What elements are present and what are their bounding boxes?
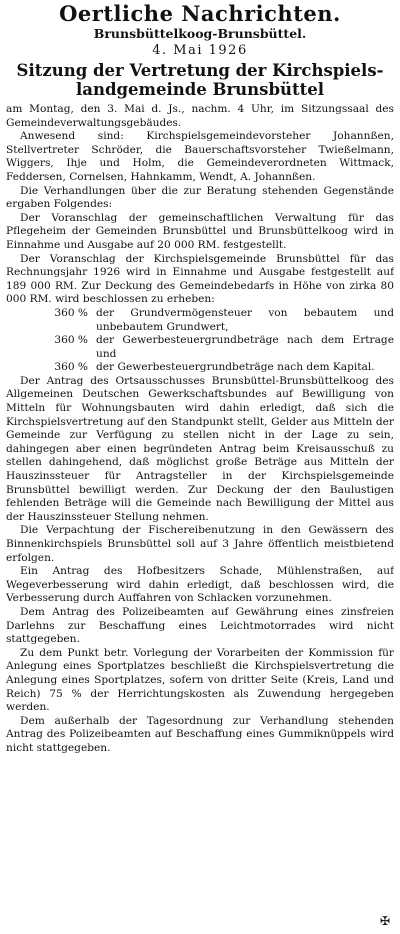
tax-rate-value: 360 % <box>54 306 88 319</box>
tax-rate-description: der Gewerbesteuergrundbeträge nach dem Kapital. <box>96 361 375 374</box>
article-paragraph: Ein Antrag des Hofbesitzers Schade, Mühlenstraßen, auf Wegeverbesserung wird dahin erledigt, daß beschlossen wird, die Verbesserung durch Auffahren von Schlacken vorzunehmen. <box>6 565 394 605</box>
article-paragraph: Der Voranschlag der gemeinschaftlichen Verwaltung für das Pflegeheim der Gemeinden Brunsbüttel und Brunsbüttelkoog wird in Einnahme und Ausgabe auf 20 000 RM. festgestellt. <box>6 211 394 251</box>
article-paragraph: Zu dem Punkt betr. Vorlegung der Vorarbeiten der Kommission für Anlegung eines Sportplatzes beschließt die Kirchspielsvertretung die Anlegung eines Sportplatzes, sofern von dritter Seite (Kreis, Land und Reich) 75 % der Herrichtungskosten als Zuwendung hergegeben werden. <box>6 646 394 714</box>
tax-rate-value: 360 % <box>54 361 88 374</box>
article-paragraph: am Montag, den 3. Mai d. Js., nachm. 4 Uhr, im Sitzungssaal des Gemeindeverwaltungsgebäudes. <box>6 103 394 129</box>
tax-rate-description: der Grundvermögensteuer von bebautem und unbebautem Grundwert, <box>96 306 394 333</box>
article-paragraph: Der Voranschlag der Kirchspielsgemeinde Brunsbüttel für das Rechnungsjahr 1926 wird in Einnahme und Ausgabe festgestellt auf 189 000 RM. Zur Deckung des Gemeindebedarfs in Höhe von zirka 80 000 RM. wird beschlossen zu erheben: <box>6 252 394 306</box>
article-paragraph: Der Antrag des Ortsausschusses Brunsbüttel-Brunsbüttelkoog des Allgemeinen Deutschen Gewerkschaftsbundes auf Bewilligung von Mitteln für Wohnungsbauten wird dahin erledigt, daß sich die Kirchspielsvertretung auf den Standpunkt stellt, Gelder aus Mitteln der Gemeinde zur Verfügung zu stellen nicht in der Lage zu sein, dahingegen aber einen begründeten Antrag beim Kreisausschuß zu stellen dahingehend, daß möglichst große Beträge aus Mitteln der Hauszinssteuer für Antragsteller in der Kirchspielsgemeinde Brunsbüttel bewilligt werden. Zur Deckung der den Baulustigen fehlenden Beträge will die Gemeinde nach Bewilligung der Mittel aus der Hauszinssteuer Stellung nehmen. <box>6 374 394 523</box>
tax-rate-item <box>6 307 394 334</box>
issue-date: 4. Mai 1926 <box>152 43 248 58</box>
article-paragraph: Die Verhandlungen über die zur Beratung stehenden Gegenstände ergaben Folgendes: <box>6 184 394 211</box>
tax-rate-item <box>6 334 394 361</box>
section-subtitle: Brunsbüttelkoog-Brunsbüttel. <box>93 26 307 41</box>
article-paragraph: Die Verpachtung der Fischereibenutzung in den Gewässern des Binnenkirchspiels Brunsbüttel soll auf 3 Jahre öffentlich meistbietend erfolgen. <box>6 524 394 564</box>
tax-rate-value: 360 % <box>54 334 88 347</box>
end-mark-icon: ✠ <box>379 914 390 928</box>
article-paragraph: Anwesend sind: Kirchspielsgemeindevorsteher Johannßen, Stellvertreter Schröder, die Bauerschaftsvorsteher Twießelmann, Wiggers, Ihje und Holm, die Gemeindeverordneten Wittmack, Feddersen, Cornelsen, Hahnkamm, Wendt, A. Johannßen. <box>6 130 394 183</box>
section-title: Oertliche Nachrichten. <box>59 1 341 26</box>
newspaper-page <box>6 0 394 934</box>
tax-rate-item <box>6 361 394 375</box>
tax-rate-description: der Gewerbesteuergrundbeträge nach dem Ertrage und <box>96 334 394 360</box>
tax-rate-list <box>6 307 394 375</box>
article-paragraph: Dem Antrag des Polizeibeamten auf Gewährung eines zinsfreien Darlehns zur Beschaffung eines Leichtmotorrades wird nicht stattgegeben. <box>6 605 394 646</box>
article-headline: Sitzung der Vertretung der Kirchspiels-landgemeinde Brunsbüttel <box>16 61 384 99</box>
article-paragraph: Dem außerhalb der Tagesordnung zur Verhandlung stehenden Antrag des Polizeibeamten auf Beschaffung eines Gummiknüppels wird nicht stattgegeben. <box>6 714 394 754</box>
